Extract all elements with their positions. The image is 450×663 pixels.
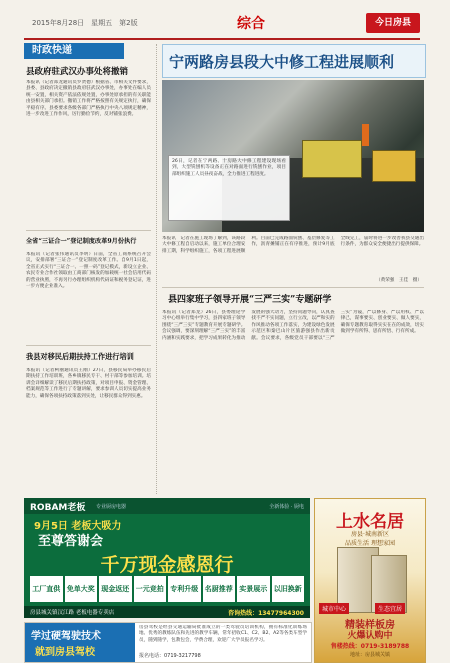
driving-line1: 学过硬驾驶技术: [31, 631, 101, 642]
realestate-tag: 城市中心: [319, 603, 349, 614]
realestate-big2: 火爆认购中: [347, 631, 393, 641]
header-logo-text: 今日房县: [374, 18, 411, 28]
ad-brand-bar: [24, 498, 310, 514]
ad-feature-box: 实景展示: [237, 576, 270, 602]
ad-brand: ROBAM老板: [30, 503, 86, 513]
ad-address: 房县城关镇汉江路 老板电器专卖店: [30, 610, 115, 616]
ad-driving-school: [24, 622, 312, 663]
divider: [162, 287, 424, 288]
headline-migrant: 我县对移民后期扶持工作进行培训: [26, 352, 134, 361]
body-three-in-one: 本报讯（记者张伟通讯员李明）日前，全省工商系统召开会议，安排部署“三证合一”登记制度改革工作。自9月1日起，全省正式实行“三证合一、一照一码”登记模式，新设立企业、农民专业合作社领取由工商部门核发的加载统一社会信用代码的营业执照，不再另行办理组织机构代码证和税务登记证，进一步方便企业准入。: [26, 252, 151, 290]
roller-machine: [372, 150, 416, 182]
ad-realestate: [314, 498, 426, 663]
paver-machine: [302, 140, 362, 178]
driving-headline-box: [25, 623, 135, 662]
header-bar: [24, 12, 420, 40]
ad-feature-box: 一元竞拍: [134, 576, 167, 602]
photo-caption-box: [168, 155, 290, 221]
worker: [362, 124, 369, 146]
header-section: 综合: [237, 16, 265, 32]
driving-contact: 报名电话：0719-3217798: [139, 653, 201, 659]
headline-office: 县政府驻武汉办事处将撤销: [26, 67, 129, 77]
divider: [26, 230, 151, 231]
realestate-address: 地址：房县城关镇: [349, 652, 390, 658]
lead-headline-box: [162, 44, 426, 78]
ad-footer-bar: [24, 606, 310, 618]
ad-feature-box: 工厂直供: [30, 576, 63, 602]
ad-feature-box: 免单大奖: [65, 576, 98, 602]
realestate-subtitle: 房县·城南新区: [351, 531, 389, 538]
header-date: 2015年8月28日 星期五 第2版: [32, 19, 138, 27]
headline-leaders: 县四家班子领导开展“三严三实”专题研学: [168, 295, 332, 305]
divider: [26, 345, 151, 346]
ad-date-line: 9月5日 老板大吸力: [34, 521, 122, 532]
realestate-title: 上水名居: [336, 512, 404, 532]
column-rule: [156, 44, 157, 494]
body-office: 本报讯（记者郑龙通讯员罗贤德）根据省、市相关文件要求，县委、县政府决定撤销县政府驻武汉办事处，办事处在编人员统一安置，相关资产依法依规处置，办事处原承担的有关职能由县相关部门承担。撤销工作将严格按照有关规定执行，确保平稳有序。县委要求各级各部门严格执行中央八项规定精神，进一步改进工作作风，厉行勤俭节约，反对铺张浪费。: [26, 80, 151, 118]
realestate-slogan: 品质生活 理想家园: [345, 540, 395, 547]
ad-appliance: [24, 498, 310, 618]
ad-feature-box: 名厨推荐: [203, 576, 236, 602]
column-banner-label: 时政快递: [32, 45, 72, 56]
body-leaders: 本报讯（记者郑龙）26日，县委理论学习中心组举行集中学习，县四家班子领导围绕“三严三实”专题教育开展专题研学。会议强调，要深刻理解“三严三实”的丰富内涵和实践要求，把学习成果转化为推动发展的强大动力，坚持问题导向，认真查找不严不实问题，立行立改，以严和实的作风推动各项工作落实，为建设绿色发展示范区和秦巴山片区旅游强县作出新贡献。会议要求，各级党员干部要以“三严三实”为镜，严以修身、严以用权、严以律己，谋事要实、创业要实、做人要实，确保专题教育取得实实在在的成效，切实做到学有所得、思有所悟、行有所成。: [162, 310, 424, 341]
realestate-tag: 生态宜居: [375, 603, 405, 614]
header-logo: [366, 13, 420, 33]
ad-feature-boxes: [30, 576, 304, 602]
ad-feature-box: 现金返还: [99, 576, 132, 602]
ad-phone: 咨询热线：13477964300: [228, 610, 304, 617]
driving-line2: 就到房县驾校: [35, 647, 95, 658]
driving-body: 房县驾校是经县交通运输局批准成立的一类驾驶员培训机构，拥有标准化训练场地、优秀的教练队伍和先进的教学车辆，常年招收C1、C2、B2、A2等各类车型学员，随到随学，包教包会，学费合理，欢迎广大学员报名学习。: [139, 625, 307, 643]
photo-caption: 26日，记者在宁两路、十房路大中修工程建设现场看到，大型铣刨机等设备正在对路面进行铣刨作业，项目部组织施工人员昼夜奋战，全力推进工程进度。: [172, 159, 286, 177]
ad-feature-box: 专利升级: [168, 576, 201, 602]
lead-body: 本报讯 记者在施工现场了解到，该路段大中修工程自启动以来，施工单位合理安排工期，科学组织施工，各项工程进展顺利。目前已完成路面铣刨、基层修复等工作，沥青摊铺正在有序推进，预计9月底全线完工，届时将进一步改善我县交通出行条件，为群众安全便捷出行提供保障。: [162, 236, 424, 254]
body-migrant: 本报讯（记者柯丽通讯员王刚）27日，县移民局举办移民后期扶持工作培训班，各乡镇移民专干、村干部等参加培训。培训会详细解读了移民后期扶持政策，对项目申报、资金管理、档案规范等工作进行了专题讲解，要求参训人员切实提高业务能力，确保各项扶持政策落到实处，让移民群众得到实惠。: [26, 368, 151, 399]
column-banner: [24, 43, 124, 59]
headline-three-in-one: 全省“三证合一”登记制度改革9月份执行: [26, 238, 137, 245]
lead-headline: 宁两路房县段大中修工程进展顺利: [169, 53, 395, 71]
lead-byline: （黄荣强 王佳 摄）: [376, 278, 422, 283]
ad-big-text: 千万现金感恩行: [100, 554, 234, 576]
realestate-phone: 售楼热线：0719-3189788: [330, 643, 410, 650]
realestate-big: 精装样板房: [345, 620, 395, 631]
ad-top-right: 全新体验 · 厨电: [269, 504, 304, 510]
ad-headline: 至尊答谢会: [38, 534, 104, 549]
ad-feature-box: 以旧换新: [272, 576, 305, 602]
ad-brand-sub: 专业厨房电器: [96, 504, 127, 510]
